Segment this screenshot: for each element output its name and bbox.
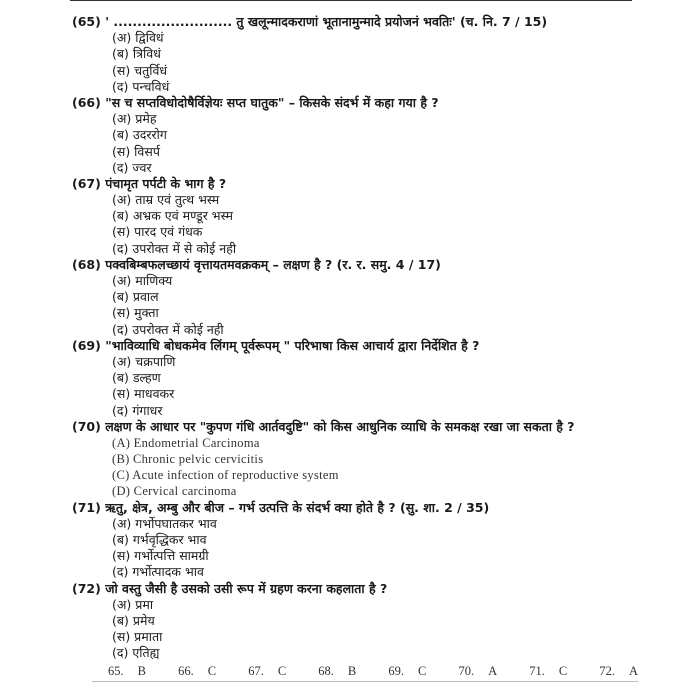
question-stem: ' ......................... तु खलून्मादकराणां भूतानामुन्मादे प्रयोजनं भवतिः' (च. नि. 7 / 15) [105,14,548,29]
question-stem: "भाविव्याधि बोधकमेव लिंगम् पूर्वरूपम् " परिभाषा किस आचार्य द्वारा निर्देशित है ? [105,337,480,353]
question-number: (69) [72,337,101,353]
answer-item [178,664,216,679]
answer-key [108,664,638,679]
question-block [72,257,632,338]
option: (स) चतुर्विधं [112,62,168,78]
question-text [72,14,632,30]
answer-question-number: 72. [599,664,615,678]
answer-question-number: 66. [178,664,194,678]
option: (अ) ताम्र एवं तुत्थ भस्म [112,192,220,208]
answer-item [248,664,286,679]
question-block [72,176,632,257]
question-number: (65) [72,14,101,29]
option: (C) Acute infection of reproductive system [112,468,339,483]
question-text [72,500,632,516]
question-stem: लक्षण के आधार पर "कुपण गंधि आर्तवदुष्टि" को किस आधुनिक व्याधि के समकक्ष रखा जा सकता है ? [105,418,575,434]
question-number: (66) [72,94,101,110]
answer-item [458,664,497,679]
option: (B) Chronic pelvic cervicitis [112,452,264,467]
answer-question-number: 68. [318,664,334,678]
answer-letter: C [277,664,287,678]
answer-letter: B [347,664,357,678]
option: (द) उपरोक्त में कोई नही [112,321,224,337]
question-stem: ऋतु, क्षेत्र, अम्बु और बीज – गर्भ उत्पत्ति के संदर्भ क्या होते है ? (सु. शा. 2 / 35) [105,499,490,515]
answer-item [599,664,638,679]
answer-item [388,664,426,679]
question-block [72,338,632,419]
option: (अ) प्रमा [112,596,154,612]
option: (ब) उदररोग [112,127,167,143]
question-text [72,338,632,354]
option: (अ) माणिक्य [112,273,173,288]
question-number: (68) [72,256,101,272]
option: (स) प्रमाता [112,629,163,645]
answer-item [529,664,567,679]
option: (अ) गर्भोपघातकर भाव [112,515,217,531]
option: (ब) डल्हण [112,370,161,386]
question-text [72,176,632,192]
answer-item [108,664,146,679]
answer-letter: A [628,664,638,678]
option: (स) मुक्ता [112,305,159,321]
answer-item [318,664,356,679]
question-block [72,419,632,500]
bottom-rule [92,681,638,682]
answer-letter: A [488,664,498,678]
option: (अ) चक्रपाणि [112,353,176,369]
top-rule [70,0,632,1]
question-number: (71) [72,499,101,515]
option: (स) माधवकर [112,386,175,402]
option: (D) Cervical carcinoma [112,484,237,499]
option: (द) पन्चविधं [112,78,170,94]
option: (ब) गर्भवृद्धिकर भाव [112,532,207,547]
question-number: (67) [72,175,101,191]
option: (ब) अभ्रक एवं मण्डूर भस्म [112,208,233,224]
question-number: (72) [72,580,101,596]
question-block [72,14,632,95]
option: (अ) प्रमेह [112,111,157,127]
question-stem: पक्वबिम्बफलच्छायं वृत्तायतमवक्रकम् – लक्षण है ? (र. र. समु. 4 / 17) [105,256,441,272]
question-list [72,14,632,662]
answer-question-number: 69. [388,664,404,678]
answer-letter: C [418,664,427,678]
question-block [72,500,632,581]
option: (द) एतिह्य [112,645,160,661]
answer-question-number: 71. [529,664,545,678]
answer-letter: C [207,664,217,678]
question-block [72,95,632,176]
answer-letter: B [137,664,146,678]
answer-question-number: 65. [108,664,124,678]
option: (द) उपरोक्त में से कोई नही [112,240,237,256]
option: (अ) द्विविधं [112,30,164,46]
question-text [72,581,632,597]
question-text [72,95,632,111]
question-text [72,257,632,273]
question-stem: "स च सप्तविधोदोषैर्विज्ञेयः सप्त घातुक" – किसके संदर्भ में कहा गया है ? [105,94,439,110]
answer-question-number: 67. [248,664,264,678]
answer-letter: C [558,664,568,678]
option: (A) Endometrial Carcinoma [112,435,260,450]
option: (स) पारद एवं गंधक [112,224,203,240]
option: (स) गर्भोत्पत्ति सामग्री [112,548,209,564]
question-number: (70) [72,418,101,434]
option: (द) गर्भोत्पादक भाव [112,564,204,580]
option: (ब) त्रिविधं [112,46,161,62]
option: (ब) प्रमेय [112,612,155,628]
question-stem: जो वस्तु जैसी है उसको उसी रूप में ग्रहण करना कहलाता है ? [105,580,388,596]
option: (स) विसर्प [112,143,160,159]
option: (ब) प्रवाल [112,289,159,305]
question-block [72,581,632,662]
option: (द) ज्वर [112,159,152,175]
question-text [72,419,632,435]
question-stem: पंचामृत पर्पटी के भाग है ? [105,175,227,191]
answer-question-number: 70. [458,664,475,678]
option: (द) गंगाधर [112,402,163,418]
